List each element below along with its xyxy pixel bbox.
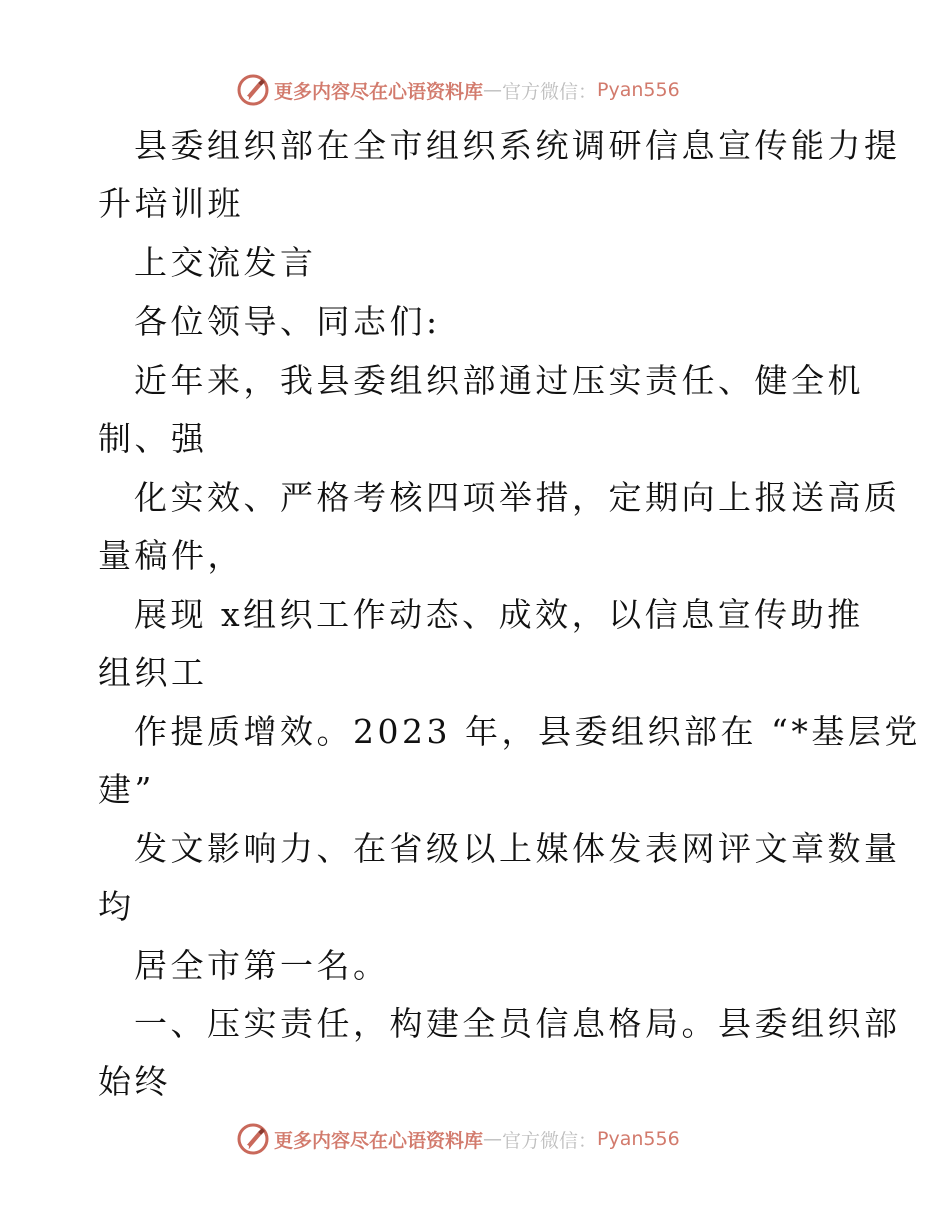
title-line-2: 升培训班 xyxy=(98,184,244,223)
title-line-3: 上交流发言 xyxy=(134,243,317,282)
body-line: 作提质增效。2023 年，县委组织部在 “*基层党 xyxy=(134,712,921,751)
body-line: 展现 x组织工作动态、成效，以信息宣传助推 xyxy=(134,595,864,634)
body-line: 居全市第一名。 xyxy=(134,946,390,985)
section-heading-line: 一、压实责任，构建全员信息格局。县委组织部 xyxy=(134,1004,901,1043)
watermark-header xyxy=(236,73,680,107)
pen-seal-logo-icon xyxy=(236,73,270,107)
watermark-separator: — xyxy=(483,79,503,101)
body-line: 化实效、严格考核四项举措，定期向上报送高质 xyxy=(134,478,901,517)
body-line: 均 xyxy=(98,887,135,926)
body-line: 制、强 xyxy=(98,419,208,458)
salutation: 各位领导、同志们: xyxy=(134,302,441,341)
body-line: 量稿件， xyxy=(98,536,244,575)
watermark-text: 更多内容尽在心语资料库 xyxy=(274,1129,484,1152)
watermark-wechat-label: 官方微信： xyxy=(502,80,598,103)
watermark-separator: — xyxy=(483,1128,503,1150)
watermark-wechat-id: Pyan556 xyxy=(597,1128,680,1150)
body-line: 近年来，我县委组织部通过压实责任、健全机 xyxy=(134,361,864,400)
body-line: 建” xyxy=(98,770,155,809)
body-line: 始终 xyxy=(98,1062,171,1101)
watermark-footer xyxy=(236,1122,680,1156)
watermark-text: 更多内容尽在心语资料库 xyxy=(274,80,484,103)
pen-seal-logo-icon xyxy=(236,1122,270,1156)
body-line: 发文影响力、在省级以上媒体发表网评文章数量 xyxy=(134,829,901,868)
body-line: 组织工 xyxy=(98,653,208,692)
title-line-1: 县委组织部在全市组织系统调研信息宣传能力提 xyxy=(134,126,901,165)
watermark-wechat-label: 官方微信： xyxy=(502,1129,598,1152)
watermark-wechat-id: Pyan556 xyxy=(597,79,680,101)
